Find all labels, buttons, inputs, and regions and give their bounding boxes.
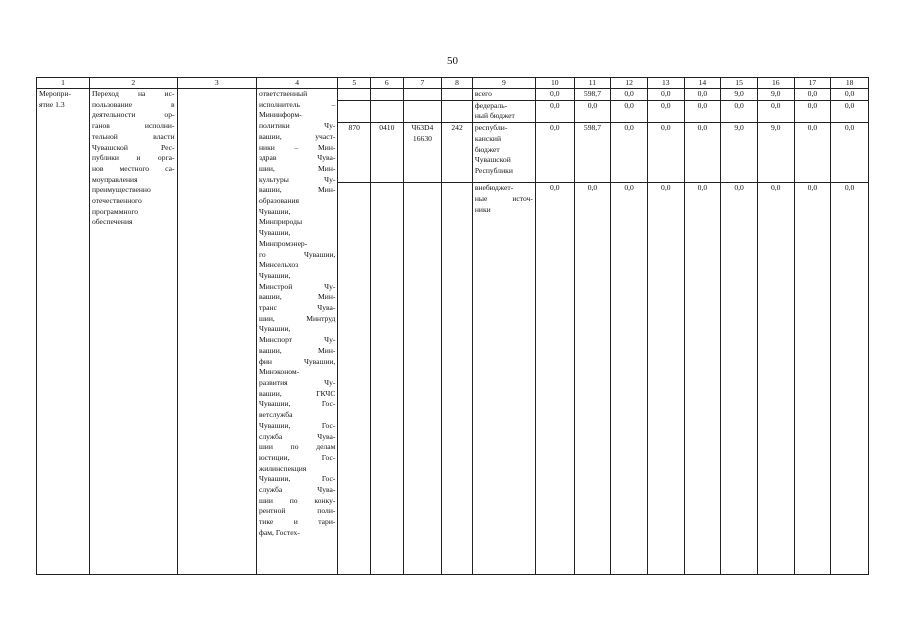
value-cell: 0,0 [647,183,684,575]
text-line: канский [474,133,502,143]
value-cell: 0,0 [647,89,684,101]
value-cell: 0,0 [535,123,574,183]
budget-code-cell-c6 [371,89,404,101]
table-row [37,89,869,101]
text-line: Чувашии, [258,206,291,216]
text-line: всего [474,89,492,98]
value-cell: 0,0 [684,123,721,183]
text-line: Минприроды [258,217,303,227]
text-line: служба Чува- [258,431,336,441]
value-cell: 0,0 [611,183,648,575]
text-line: Минэконом- [258,367,300,377]
column-3-cell [177,89,256,575]
budget-code-cell-c7 [403,89,442,101]
budget-table [36,77,869,575]
text-line: республи- [474,123,508,133]
text-line: вашии, Мин- [258,292,336,302]
value-cell: 0,0 [647,100,684,122]
text-line: го Чувашии, [258,249,336,259]
value-cell: 598,7 [574,89,611,101]
value-cell: 0,0 [684,100,721,122]
value-cell: 0,0 [794,89,831,101]
column-header-4: 4 [256,78,337,89]
budget-code-cell-c7 [403,100,442,122]
text-line: Чувашии, [258,228,291,238]
text-line: нов местного са- [91,163,175,173]
value-cell: 0,0 [684,183,721,575]
text-line: Чувашии, Гос- [258,420,336,430]
text-line: внебюджет- [474,183,514,193]
text-line: бюджет [474,144,500,154]
executors-cell [256,89,337,575]
column-header-5: 5 [338,78,371,89]
value-cell: 0,0 [535,100,574,122]
column-header-12: 12 [611,78,648,89]
funding-source-cell [472,183,535,575]
budget-code-cell-c7 [403,183,442,575]
text-line: Мининформ- [258,110,302,120]
budget-code-cell-c5 [338,100,371,122]
text-line: ные источ- [474,193,533,203]
budget-code-cell-c6 [371,183,404,575]
column-header-13: 13 [647,78,684,89]
text-line: ятие 1.3 [39,99,65,109]
column-header-7: 7 [403,78,442,89]
text-line: Минпромэнер- [258,238,308,248]
text-line: фам, Гостех- [258,527,300,537]
text-line: преимущественно [91,185,151,195]
text-line: Минстрой Чу- [258,281,336,291]
funding-source-cell [472,100,535,122]
value-cell: 0,0 [611,89,648,101]
text-line: Чувашской [474,155,511,165]
text-line: тике и тари- [258,517,336,527]
text-line: обеспечения [91,217,133,227]
header-row [37,78,869,89]
text-line: ники – Мин- [258,142,336,152]
value-cell: 0,0 [794,123,831,183]
text-line: Республики [474,165,513,175]
text-line: образования [258,196,300,206]
text-line: отечественного [91,196,142,206]
value-cell: 9,0 [757,123,794,183]
value-cell: 0,0 [611,123,648,183]
text-line: ветслужба [258,410,293,420]
value-cell: 0,0 [574,100,611,122]
column-header-2: 2 [89,78,177,89]
funding-source-cell [472,123,535,183]
text-line: культуры Чу- [258,174,336,184]
column-header-16: 16 [757,78,794,89]
budget-code-cell-c8 [442,183,473,575]
text-line: вашии, ГКЧС [258,388,336,398]
funding-source-cell [472,89,535,101]
text-line: вашии, участ- [258,131,336,141]
budget-code-cell-c8: 242 [442,123,473,183]
text-line: развития Чу- [258,377,336,387]
text-line: деятельности ор- [91,110,175,120]
value-cell: 0,0 [794,183,831,575]
event-name-cell [89,89,177,575]
text-line: юстиции, Гос- [258,452,336,462]
text-line: служба Чува- [258,485,336,495]
value-cell: 0,0 [647,123,684,183]
value-cell: 0,0 [794,100,831,122]
page-number: 50 [447,55,458,67]
column-header-11: 11 [574,78,611,89]
value-cell: 0,0 [535,89,574,101]
column-header-18: 18 [831,78,869,89]
text-line: тельной власти [91,131,175,141]
budget-code-cell-c5: 870 [338,123,371,183]
column-header-14: 14 [684,78,721,89]
column-header-17: 17 [794,78,831,89]
text-line: ный бюджет [474,111,515,121]
value-cell: 0,0 [831,89,869,101]
column-header-8: 8 [442,78,473,89]
budget-code-cell-c6 [371,100,404,122]
text-line: ники [474,204,491,214]
budget-code-cell-c5 [338,89,371,101]
value-cell: 0,0 [831,183,869,575]
text-line: ганов исполни- [91,121,175,131]
text-line: ответственный [258,89,308,98]
text-line: рентной поли- [258,506,336,516]
text-line: транс Чува- [258,303,336,313]
budget-code-cell-c8 [442,89,473,101]
text-line: Чувашии, [258,324,291,334]
text-line: федераль- [474,100,508,110]
value-cell: 0,0 [535,183,574,575]
value-cell: 0,0 [721,100,758,122]
text-line: моуправления [91,174,138,184]
budget-code-cell-c8 [442,100,473,122]
value-cell: 598,7 [574,123,611,183]
value-cell: 9,0 [721,89,758,101]
value-cell: 0,0 [831,123,869,183]
column-header-1: 1 [37,78,90,89]
value-cell: 0,0 [757,100,794,122]
text-line: шии по конку- [258,495,336,505]
text-line: жилинспекция [258,463,307,473]
value-cell: 0,0 [611,100,648,122]
value-cell: 9,0 [757,89,794,101]
text-line: Чувашии, Гос- [258,399,336,409]
text-line: здрав Чува- [258,153,336,163]
text-line: программного [91,206,139,216]
text-line: вашии, Мин- [258,345,336,355]
budget-code-cell-c5 [338,183,371,575]
value-cell: 0,0 [684,89,721,101]
text-line: шии по делам [258,442,336,452]
text-line: исполнитель – [258,99,336,109]
text-line: шии, Мин- [258,163,336,173]
value-cell: 0,0 [757,183,794,575]
column-header-6: 6 [371,78,404,89]
value-cell: 9,0 [721,123,758,183]
budget-code-cell-c6: 0410 [371,123,404,183]
text-line: фин Чувашии, [258,356,336,366]
value-cell: 0,0 [721,183,758,575]
text-line: политики Чу- [258,121,336,131]
text-line: Чувашии, [258,270,291,280]
text-line: Меропри- [39,89,72,98]
text-line: вашии, Мин- [258,185,336,195]
text-line: шии, Минтруд [258,313,336,323]
budget-code-cell-c7: Ч63D4 16630 [403,123,442,183]
text-line: Переход на ис- [91,89,175,98]
column-header-10: 10 [535,78,574,89]
column-header-9: 9 [472,78,535,89]
text-line: Минсельхоз [258,260,299,270]
text-line: Чувашии, Гос- [258,474,336,484]
text-line: Минспорт Чу- [258,335,336,345]
text-line: пользование в [91,99,175,109]
value-cell: 0,0 [574,183,611,575]
text-line: публики и орга- [91,153,175,163]
column-header-3: 3 [177,78,256,89]
column-header-15: 15 [721,78,758,89]
text-line: Чувашской Рес- [91,142,175,152]
event-code-cell [37,89,90,575]
value-cell: 0,0 [831,100,869,122]
